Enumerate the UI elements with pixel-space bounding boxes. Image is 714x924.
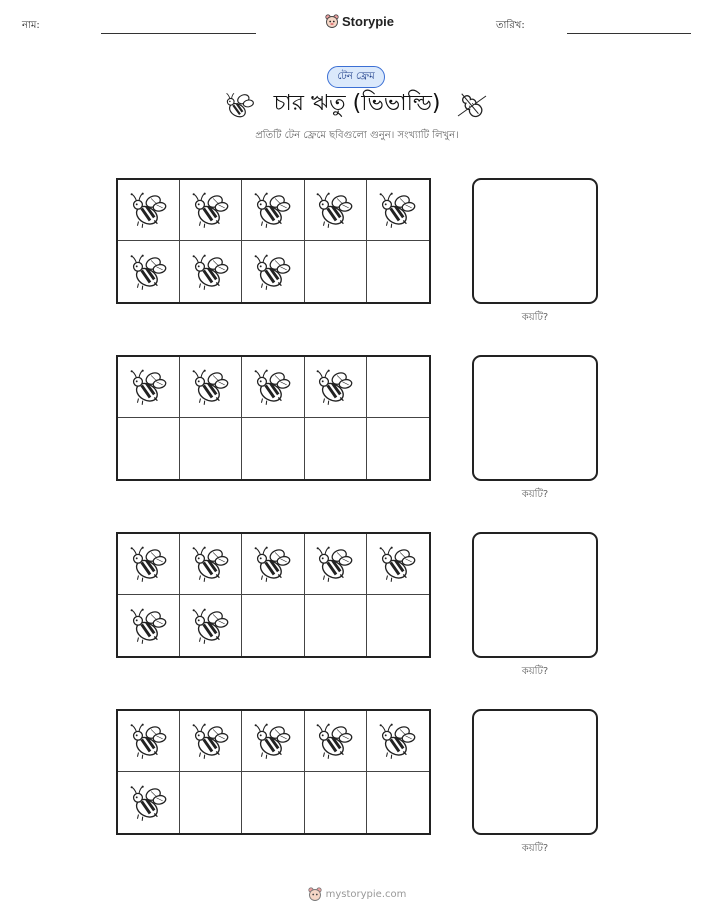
frame-cell [242, 772, 304, 833]
frame-cell [305, 711, 367, 772]
bee-icon [190, 543, 232, 585]
count-prompt-3: কয়টি? [521, 666, 549, 677]
frame-cell [367, 357, 429, 418]
frame-cell [180, 357, 242, 418]
bee-icon [377, 720, 419, 762]
frame-cell [242, 595, 304, 656]
frame-cell [118, 357, 180, 418]
ten-frame-1 [116, 178, 431, 304]
frame-cell [305, 595, 367, 656]
bee-icon [314, 189, 356, 231]
bee-icon [128, 782, 170, 824]
answer-box-1[interactable] [472, 178, 598, 304]
name-line [101, 33, 256, 34]
bee-icon [190, 251, 232, 293]
bee-icon [252, 251, 294, 293]
ten-frame-3 [116, 532, 431, 658]
frame-cell [180, 772, 242, 833]
bee-icon [190, 189, 232, 231]
frame-cell [367, 418, 429, 479]
frame-cell [305, 180, 367, 241]
bee-icon [128, 366, 170, 408]
frame-cell [180, 595, 242, 656]
frame-cell [118, 534, 180, 595]
frame-cell [118, 241, 180, 302]
date-label: তারিখ: [496, 20, 525, 31]
bee-icon [252, 189, 294, 231]
frame-cell [180, 180, 242, 241]
frame-cell [367, 772, 429, 833]
frame-cell [180, 241, 242, 302]
ten-frame-2 [116, 355, 431, 481]
bee-icon [128, 720, 170, 762]
count-prompt-2: কয়টি? [521, 489, 549, 500]
violin-icon [454, 90, 490, 122]
instructions: প্রতিটি টেন ফ্রেমে ছবিগুলো গুনুন। সংখ্যাটি লিখুন। [255, 130, 459, 141]
answer-box-2[interactable] [472, 355, 598, 481]
frame-cell [180, 534, 242, 595]
frame-cell [118, 180, 180, 241]
storypie-logo-icon [325, 13, 339, 29]
bee-icon [128, 189, 170, 231]
frame-cell [367, 534, 429, 595]
bee-icon [314, 720, 356, 762]
frame-cell [305, 241, 367, 302]
frame-cell [367, 711, 429, 772]
date-line [567, 33, 691, 34]
bee-icon [377, 189, 419, 231]
frame-cell [242, 418, 304, 479]
bee-icon [252, 543, 294, 585]
frame-cell [118, 772, 180, 833]
answer-box-3[interactable] [472, 532, 598, 658]
bee-icon [314, 543, 356, 585]
storypie-logo-icon [308, 886, 322, 902]
frame-cell [242, 711, 304, 772]
bee-icon [128, 605, 170, 647]
count-prompt-4: কয়টি? [521, 843, 549, 854]
answer-box-4[interactable] [472, 709, 598, 835]
frame-cell [367, 595, 429, 656]
frame-cell [242, 534, 304, 595]
bee-icon [252, 366, 294, 408]
frame-cell [367, 180, 429, 241]
frame-cell [180, 711, 242, 772]
frame-cell [242, 241, 304, 302]
frame-cell [242, 357, 304, 418]
frame-cell [305, 534, 367, 595]
footer-url: mystorypie.com [325, 888, 407, 900]
bee-icon [252, 720, 294, 762]
name-label: নাম: [22, 20, 40, 31]
worksheet-type-badge: টেন ফ্রেম [327, 66, 385, 88]
worksheet-title: চার ঋতু (ভিভাল্ডি) [273, 91, 441, 116]
bee-icon [190, 720, 232, 762]
frame-cell [305, 418, 367, 479]
frame-cell [305, 357, 367, 418]
ten-frame-4 [116, 709, 431, 835]
frame-cell [305, 772, 367, 833]
frame-cell [367, 241, 429, 302]
brand-name: Storypie [342, 13, 395, 29]
frame-cell [118, 711, 180, 772]
bee-icon [128, 251, 170, 293]
bee-icon [314, 366, 356, 408]
bee-icon [128, 543, 170, 585]
count-prompt-1: কয়টি? [521, 312, 549, 323]
frame-cell [118, 418, 180, 479]
frame-cell [242, 180, 304, 241]
bee-icon [190, 366, 232, 408]
frame-cell [180, 418, 242, 479]
bee-icon [190, 605, 232, 647]
footer [0, 886, 714, 902]
bee-icon [377, 543, 419, 585]
frame-cell [118, 595, 180, 656]
brand-logo [325, 13, 394, 29]
